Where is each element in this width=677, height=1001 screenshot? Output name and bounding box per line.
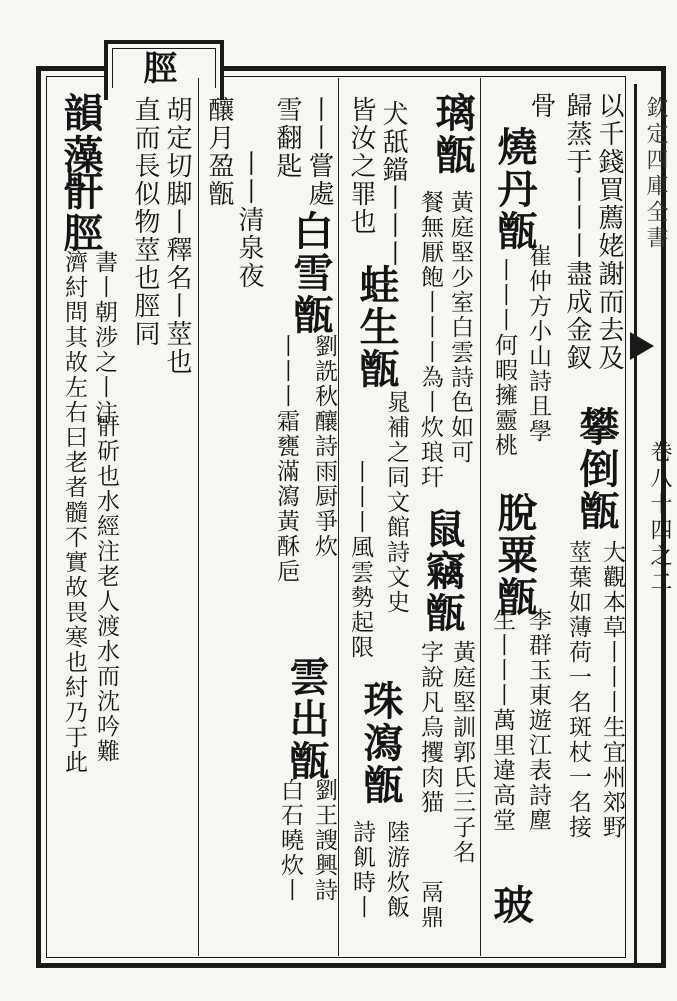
- text-column: 丨丨丨何暇擁靈桃: [491, 258, 517, 458]
- text-column: 字說凡烏攫肉猫: [417, 640, 443, 815]
- text-column: 大觀本草丨丨丨生宜州郊野: [599, 540, 625, 840]
- heading-tab-char: 脛: [137, 50, 177, 86]
- text-column: 以千錢買薦姥謝而去及: [594, 92, 624, 372]
- entry-heading: 珠瀉甑: [357, 680, 404, 806]
- text-column: 黃庭堅訓郭氏三子名: [449, 640, 475, 865]
- entry-heading: 蛙生甑: [353, 264, 400, 390]
- text-column: 胡定切脚丨釋名丨莖也: [162, 96, 192, 376]
- entry-heading: 韻藻: [57, 92, 104, 176]
- text-column: 丨丨丨風雲勢起限: [347, 460, 373, 660]
- text-column: 莖葉如薄荷一名斑杖一名接: [565, 540, 591, 840]
- text-column: 丨丨清泉夜: [234, 150, 264, 290]
- entry-heading: 白雪甑: [287, 210, 334, 336]
- text-column: 直而長似物莖也脛同: [130, 96, 160, 348]
- text-column: 劉王謏興詩: [311, 778, 337, 903]
- text-column: 歸蒸于丨丨丨盡成金釵: [562, 92, 592, 372]
- fish-tail-mark-icon: [630, 332, 654, 360]
- text-column: 李群玉東遊江表詩塵: [525, 608, 551, 833]
- text-column: 書丨朝涉之丨注: [91, 250, 117, 425]
- entry-heading: 璃甑: [429, 92, 476, 176]
- column-divider: [480, 78, 481, 956]
- entry-heading: 雲出甑: [283, 656, 330, 782]
- text-column: 犬舐鐺丨丨丨: [378, 100, 408, 268]
- text-column: 雪翻匙: [272, 96, 302, 180]
- entry-heading: 玻: [487, 884, 534, 926]
- text-column: 餐無厭飽丨丨丨為丨炊琅玕: [417, 190, 443, 490]
- text-column: 釀月盈甑: [204, 96, 234, 208]
- gutter-header-fragment: 欽定四庫全書: [643, 96, 668, 252]
- text-column: 晁補之同文館詩文史: [383, 390, 409, 615]
- text-column: 丨丨嘗處: [304, 96, 334, 208]
- text-column: 白石曉炊丨: [277, 778, 303, 903]
- juan-label: 卷八十四之二: [647, 440, 672, 596]
- text-column: 骭斫也水經注老人渡水而沈吟難: [93, 414, 119, 764]
- text-column: 黃庭堅少室白雲詩色如可: [447, 190, 473, 465]
- text-column: 詩飢時丨: [349, 820, 375, 920]
- entry-heading: 脫粟甑: [491, 492, 538, 618]
- column-divider: [198, 78, 199, 956]
- entry-heading: 燒丹甑: [491, 126, 538, 252]
- text-column: 鬲鼎: [417, 880, 443, 930]
- entry-heading: 鼠竊甑: [419, 508, 466, 634]
- text-column: 劉詵秋釀詩雨厨爭炊: [311, 334, 337, 559]
- text-column: 皆汝之罪也: [346, 96, 376, 236]
- text-column: 生丨丨丨萬里違高堂: [489, 608, 515, 833]
- text-column: 陸游炊飯: [383, 820, 409, 920]
- text-column: 骨: [526, 92, 556, 120]
- text-column: 崔仲方小山詩且學: [525, 244, 551, 444]
- entry-heading: 攀倒甑: [573, 406, 620, 532]
- text-column: 濟紂問其故左右曰老者髓不實故畏寒也紂乃于此: [61, 250, 87, 775]
- text-column: 丨丨丨霜甕滿瀉黃酥巵: [273, 334, 299, 584]
- column-divider: [338, 78, 339, 956]
- entry-heading: 骭脛: [57, 170, 104, 254]
